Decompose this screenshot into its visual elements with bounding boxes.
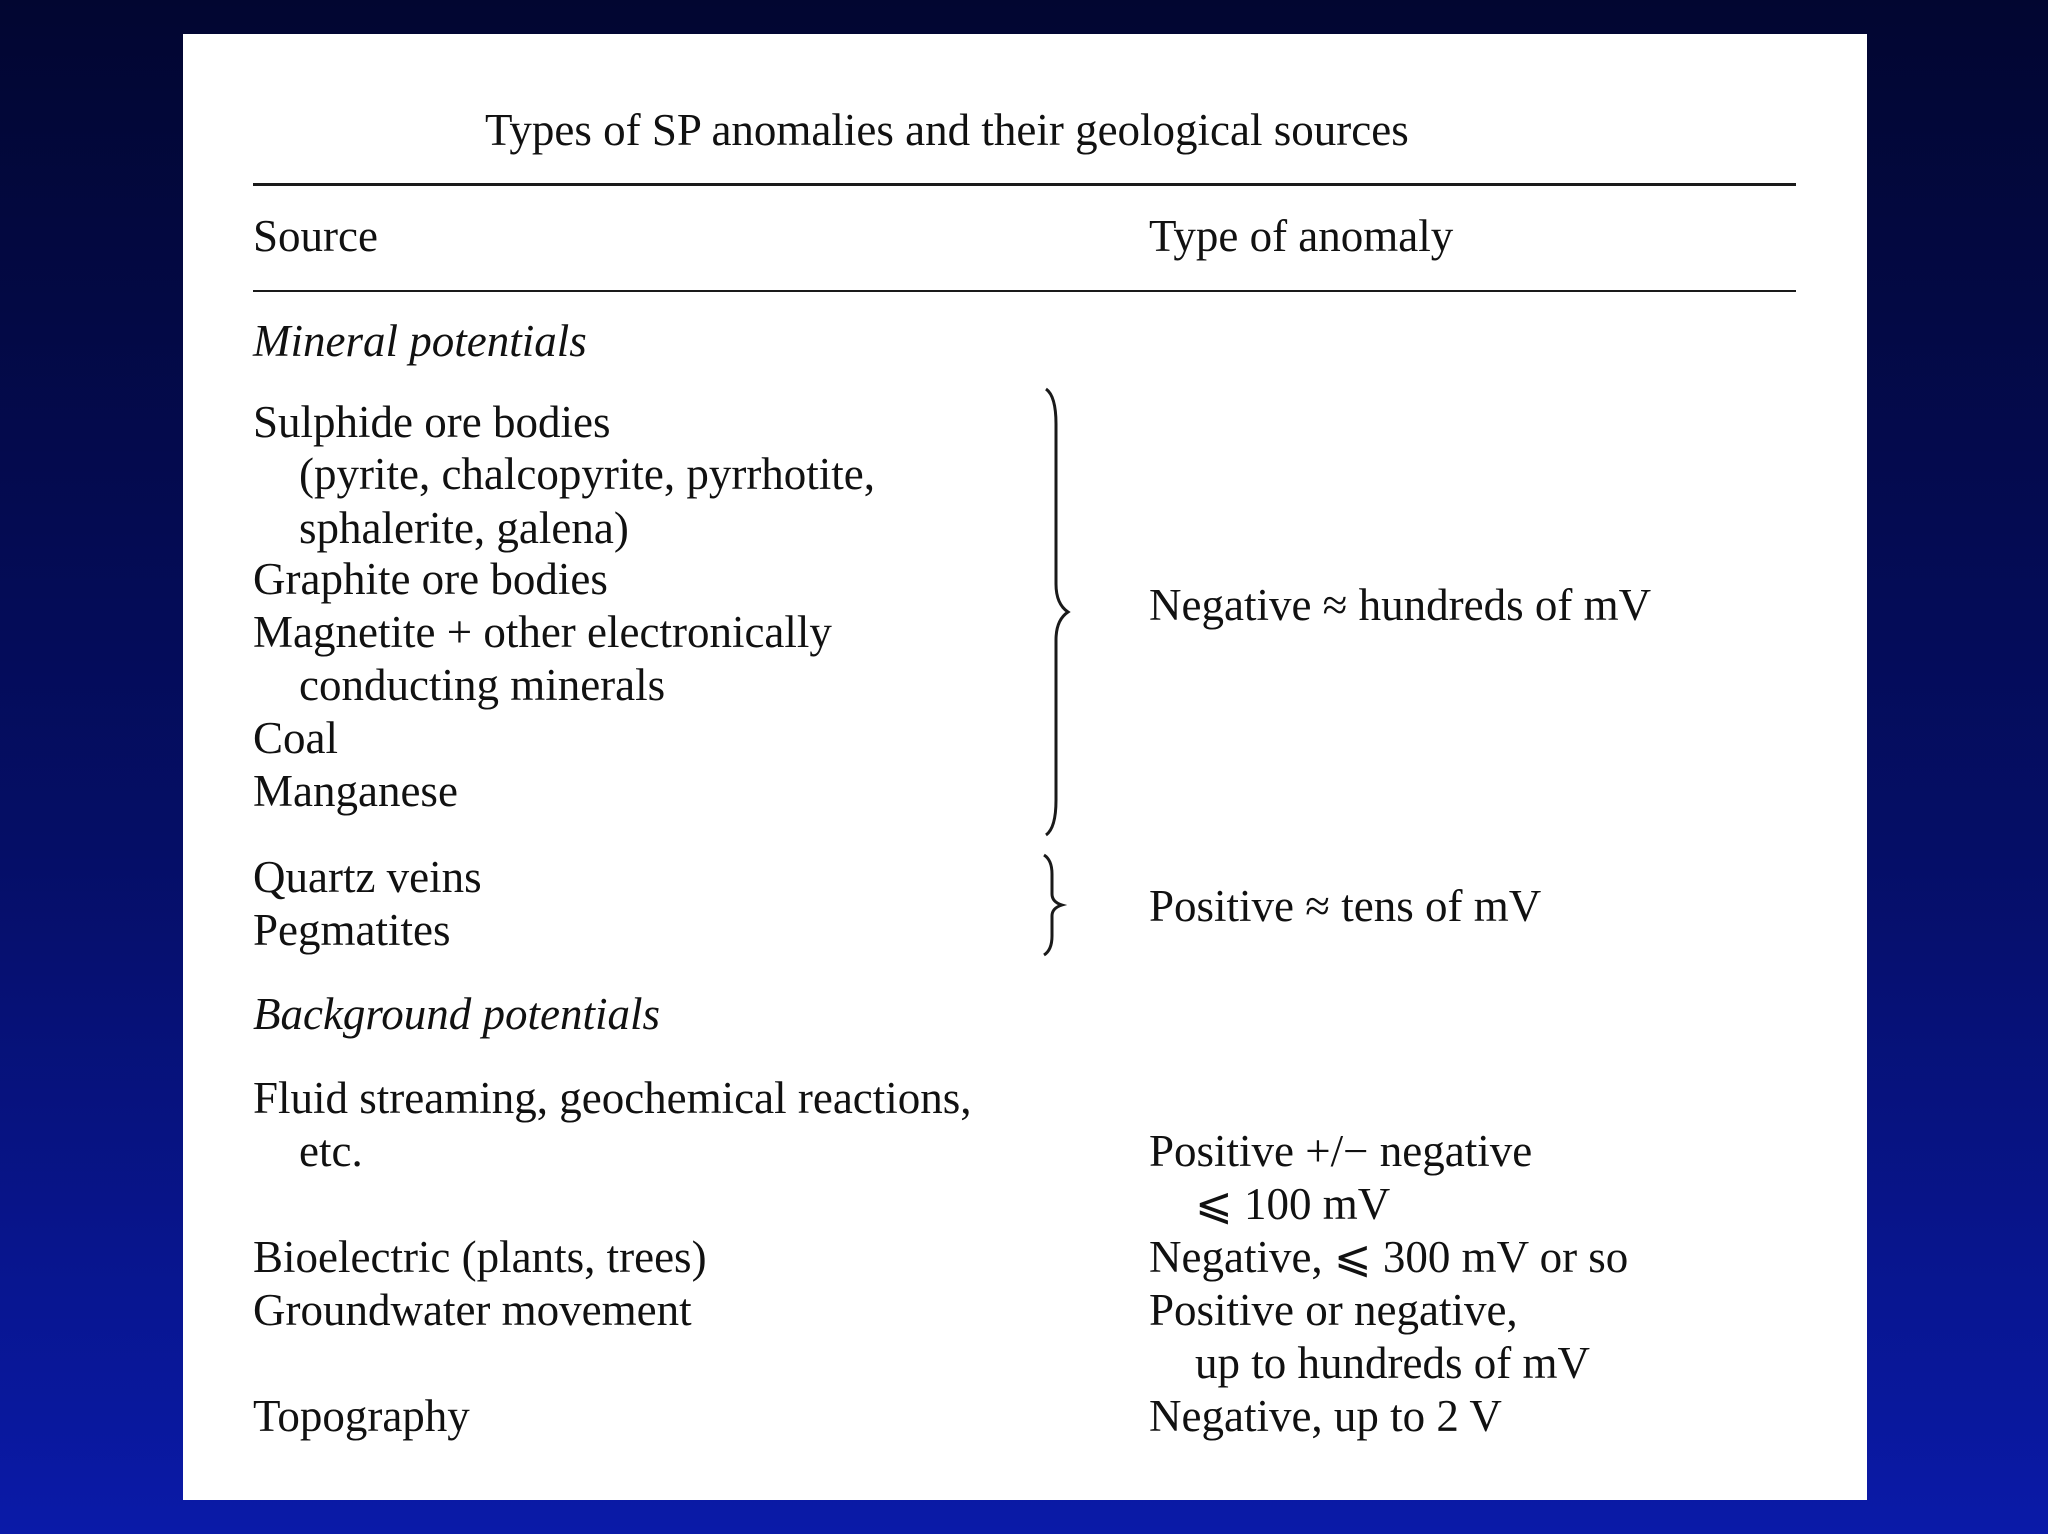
anomaly-positive-tens-mv: Positive ≈ tens of mV xyxy=(1149,881,1542,931)
source-line: Quartz veins xyxy=(253,852,482,902)
large-brace-icon xyxy=(1038,384,1088,840)
source-line: Topography xyxy=(253,1391,470,1441)
slide-panel xyxy=(183,34,1867,1500)
source-line: Graphite ore bodies xyxy=(253,554,608,604)
anomaly-negative-hundreds-mv: Negative ≈ hundreds of mV xyxy=(1149,580,1652,630)
source-line: Coal xyxy=(253,713,338,763)
header-source: Source xyxy=(253,211,378,261)
anomaly-line: Negative, up to 2 V xyxy=(1149,1391,1502,1441)
source-line: Bioelectric (plants, trees) xyxy=(253,1232,707,1282)
table-title: Types of SP anomalies and their geological sources xyxy=(485,105,1409,155)
source-line: sphalerite, galena) xyxy=(299,503,629,553)
source-line: Pegmatites xyxy=(253,905,451,955)
header-type-of-anomaly: Type of anomaly xyxy=(1149,211,1454,261)
anomaly-line: up to hundreds of mV xyxy=(1195,1338,1590,1388)
source-line: (pyrite, chalcopyrite, pyrrhotite, xyxy=(299,449,876,499)
source-line: Sulphide ore bodies xyxy=(253,397,611,447)
header-rule xyxy=(253,290,1796,292)
anomaly-line: ⩽ 100 mV xyxy=(1195,1179,1391,1229)
source-line: etc. xyxy=(299,1126,363,1176)
source-line: conducting minerals xyxy=(299,660,666,710)
source-line: Groundwater movement xyxy=(253,1285,692,1335)
source-line: Manganese xyxy=(253,766,458,816)
source-line: Fluid streaming, geochemical reactions, xyxy=(253,1073,972,1123)
section-heading-background-potentials: Background potentials xyxy=(253,989,661,1039)
top-rule xyxy=(253,183,1796,186)
anomaly-line: Negative, ⩽ 300 mV or so xyxy=(1149,1232,1629,1282)
source-line: Magnetite + other electronically xyxy=(253,607,832,657)
small-brace-icon xyxy=(1038,852,1078,958)
section-heading-mineral-potentials: Mineral potentials xyxy=(253,316,587,366)
anomaly-line: Positive or negative, xyxy=(1149,1285,1518,1335)
anomaly-line: Positive +/− negative xyxy=(1149,1126,1533,1176)
